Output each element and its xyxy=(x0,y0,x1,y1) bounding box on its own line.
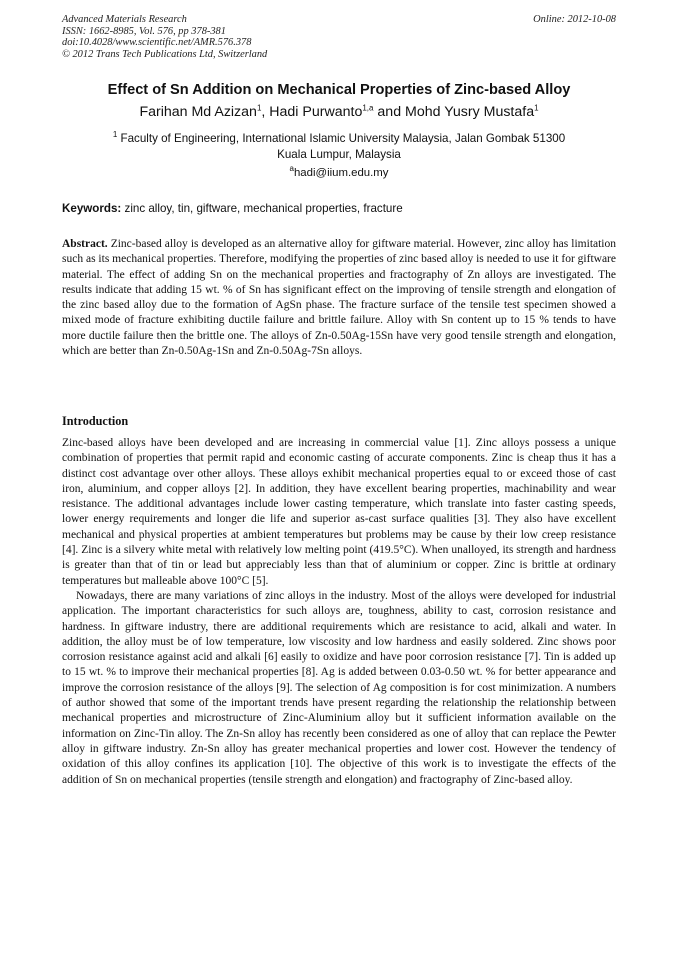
abstract-text: Zinc-based alloy is developed as an alternative alloy for giftware material. However, zinc alloy has limitation such as its mechanical properties. Therefore, modifying the properties of zinc based alloy is needed to use it for giftware material. The effect of adding Sn on the mechanical properties and fractography of Zn alloys are investigated. The results indicate that adding 15 wt. % of Sn has significant effect on the improving of tensile strength and elongation of the zinc based alloy due to the formation of AgSn phase. The fracture surface of the tensile test specimen showed a mixed mode of fracture exhibiting ductile failure and brittle failure. Alloy with Sn content up to 15 % tends to have more ductile failure then the brittle one. The alloys of Zn-0.50Ag-15Sn have very good tensile strength and elongation, which are better than Zn-0.50Ag-1Sn and Zn-0.50Ag-7Sn alloys. xyxy=(62,238,617,358)
journal-doi: doi:10.4028/www.scientific.net/AMR.576.378 xyxy=(62,37,252,49)
affiliation-line-2: Kuala Lumpur, Malaysia xyxy=(277,147,401,161)
author-name: Mohd Yusry Mustafa xyxy=(405,104,535,120)
keywords xyxy=(62,202,616,215)
author-affiliation-mark: 1,a xyxy=(362,103,374,113)
journal-header xyxy=(62,14,616,60)
email-mark: a xyxy=(289,164,294,174)
affiliation xyxy=(62,131,616,162)
abstract xyxy=(62,237,616,359)
author-email xyxy=(62,164,616,179)
author-affiliation-mark: 1 xyxy=(534,103,539,113)
journal-copyright: © 2012 Trans Tech Publications Ltd, Switzerland xyxy=(62,48,268,60)
author-name: Farihan Md Azizan xyxy=(139,104,257,120)
body-paragraph: Zinc-based alloys have been developed and are increasing in commercial value [1]. Zinc alloys possess a unique combination of properties that permit rapid and economic casting of accurate components. Zinc is cheap thus it has a distinct cost advantage over other alloys. These alloys exhibit mechanical properties equal to or exceed those of cast iron, aluminium, and copper alloys [2]. In addition, they have excellent bearing properties, machinability and wear resistance. The additional advantages include lower casting temperature, which translate into faster casting speeds, lower energy requirements and longer die life and superior as-cast surface qualities [3]. They also have excellent mechanical and physical properties at ambient temperatures but problems may be cause by their low creep resistance [4]. Zinc is a silvery white metal with relatively low melting point (419.5°C). When unalloyed, its strength and hardness is greater than that of tin or lead but appreciably less than that of aluminium or copper. Zinc is brittle at ordinary temperatures but malleable above 100°C [5]. xyxy=(62,437,616,587)
section-heading-introduction: Introduction xyxy=(62,414,129,428)
abstract-label: Abstract. xyxy=(62,238,108,250)
author-separator: and xyxy=(373,104,406,120)
journal-issn: ISSN: 1662-8985, Vol. 576, pp 378-381 xyxy=(62,25,226,37)
email-address: hadi@iium.edu.my xyxy=(293,167,389,179)
journal-name: Advanced Materials Research xyxy=(62,14,187,25)
author-name: Hadi Purwanto xyxy=(269,104,363,120)
online-date: Online: 2012-10-08 xyxy=(533,14,616,25)
keywords-text: zinc alloy, tin, giftware, mechanical properties, fracture xyxy=(124,202,403,215)
introduction-body xyxy=(62,436,616,788)
author-separator: , xyxy=(261,104,270,120)
body-paragraph: Nowadays, there are many variations of zinc alloys in the industry. Most of the alloys were developed for industrial application. The important characteristics for such alloys are, toughness, ability to cast, corrosion resistance and hardness. In giftware industry, there are additional requirements which are resistance to acid, alkali and water. In addition, the alloy must be of low temperature, low viscosity and low hardness and easily soldered. Zinc shows poor corrosion resistance against acid and alkali [6] easily to oxidize and have poor corrosion resistance [7]. Tin is added up to 15 wt. % to improve their mechanical properties [8]. Ag is added between 0.03-0.50 wt. % for better appearance and improve the corrosion resistance of the alloys [9]. The selection of Ag composition is for cost minimization. A numbers of author showed that some of the important trends have present regarding the relationship the relationship between mechanical properties and microstructure of Zinc-Aluminium alloy but it sufficient information available on the information on Zinc-Tin alloy. The Zn-Sn alloy has recently been considered as one of alloy that can replace the Pewter alloy in giftware industry. Zn-Sn alloy has greater mechanical properties and lower cost. However the tendency of oxidation of this alloy confines its application [10]. The objective of this work is to investigate the effects of the addition of Sn on mechanical properties (tensile strength and elongation) and fractography of Zinc-based alloy. xyxy=(62,589,616,786)
author-list xyxy=(62,104,616,120)
affiliation-mark: 1 xyxy=(112,130,118,140)
affiliation-line-1: Faculty of Engineering, International Islamic University Malaysia, Jalan Gombak 51300 xyxy=(120,132,566,145)
keywords-label: Keywords: xyxy=(62,202,122,215)
paper-title: Effect of Sn Addition on Mechanical Properties of Zinc-based Alloy xyxy=(107,82,571,98)
author-affiliation-mark: 1 xyxy=(256,103,262,113)
